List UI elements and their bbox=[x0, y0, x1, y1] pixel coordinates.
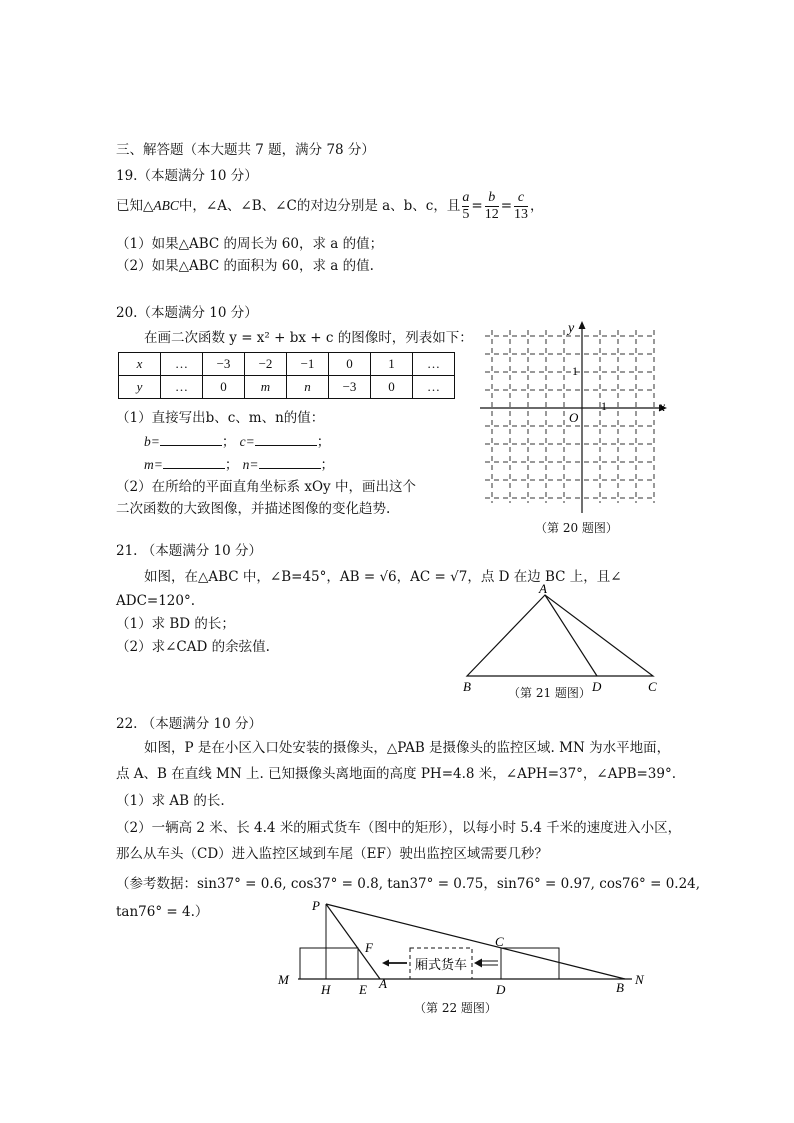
truck-rect-cd bbox=[501, 948, 559, 979]
table-cell: m bbox=[245, 376, 287, 399]
point-h-label: H bbox=[321, 982, 331, 997]
q20-part2-line1: （2）在所给的平面直角坐标系 xOy 中，画出这个 bbox=[116, 479, 416, 495]
table-cell: −1 bbox=[287, 353, 329, 376]
q20-coordinate-grid bbox=[475, 318, 675, 518]
q22-part1: （1）求 AB 的长. bbox=[116, 793, 225, 809]
q20-caption: （第 20 题图） bbox=[535, 521, 618, 535]
table-row bbox=[119, 353, 455, 376]
q19-header: 19.（本题满分 10 分） bbox=[116, 168, 258, 184]
table-cell: … bbox=[413, 353, 455, 376]
triangle-abc bbox=[467, 595, 653, 676]
table-cell: x bbox=[119, 353, 161, 376]
frac-num: b bbox=[488, 190, 496, 205]
frac-num: a bbox=[462, 190, 470, 205]
q20-part1: （1）直接写出b、c、m、n的值： bbox=[116, 410, 325, 426]
q20-header: 20.（本题满分 10 分） bbox=[116, 305, 258, 321]
table-cell: −2 bbox=[245, 353, 287, 376]
separator: ； bbox=[316, 434, 331, 450]
q19-stem bbox=[116, 190, 544, 223]
point-m-label: M bbox=[278, 972, 289, 987]
table-cell: … bbox=[161, 376, 203, 399]
q20-table bbox=[118, 352, 455, 399]
x-axis-label: x bbox=[659, 400, 666, 415]
table-cell: … bbox=[413, 376, 455, 399]
y-axis-arrow bbox=[579, 321, 586, 329]
q20-part2-line2: 二次函数的大致图像，并描述图像的变化趋势. bbox=[116, 501, 391, 517]
equals: = bbox=[471, 198, 483, 215]
point-c-label: C bbox=[648, 679, 657, 694]
q21-stem-line1: 如图，在△ABC 中，∠B=45°，AB = √6，AC = √7，点 D 在边 BC 上，且∠ bbox=[144, 569, 622, 585]
q22-part2-line2: 那么从车头（CD）进入监控区域到车尾（EF）驶出监控区域需要几秒？ bbox=[116, 846, 548, 862]
q19-part2: （2）如果△ABC 的面积为 60，求 a 的值. bbox=[116, 258, 374, 274]
q20-stem: 在画二次函数 y = x² + bx + c 的图像时，列表如下： bbox=[144, 330, 473, 346]
q19-frac-b bbox=[485, 190, 499, 223]
q21-part1: （1）求 BD 的长； bbox=[116, 616, 235, 632]
point-b-label: B bbox=[616, 980, 624, 995]
q21-stem-line2: ADC=120°. bbox=[116, 593, 196, 609]
point-n-label: N bbox=[635, 972, 644, 987]
q22-caption: （第 22 题图） bbox=[414, 1001, 497, 1015]
table-cell: … bbox=[161, 353, 203, 376]
frac-den: 5 bbox=[462, 207, 470, 222]
c-blank bbox=[255, 433, 317, 446]
q22-stem-line2: 点 A、B 在直线 MN 上. 已知摄像头离地面的高度 PH=4.8 米，∠APH=37°，∠APB=39°. bbox=[116, 766, 677, 782]
q19-stem-mid: 中，∠A、∠B、∠C的对边分别是 a、b、c，且 bbox=[178, 198, 461, 215]
arrow-left-1-head bbox=[382, 960, 389, 967]
table-cell: 0 bbox=[203, 376, 245, 399]
frac-den: 13 bbox=[514, 207, 528, 222]
point-f-label: F bbox=[365, 940, 373, 955]
b-blank bbox=[160, 433, 222, 446]
table-cell: −3 bbox=[329, 376, 371, 399]
truck-rect-ef bbox=[300, 948, 358, 979]
frac-num: c bbox=[517, 190, 525, 205]
y-unit-label: 1 bbox=[572, 364, 578, 378]
table-cell: n bbox=[287, 376, 329, 399]
m-label: m= bbox=[144, 457, 163, 472]
point-c-label: C bbox=[495, 934, 504, 949]
q19-stem-tail: ， bbox=[530, 198, 544, 215]
q21-caption: （第 21 题图） bbox=[508, 686, 591, 700]
table-cell: −3 bbox=[203, 353, 245, 376]
table-row bbox=[119, 376, 455, 399]
c-label: c= bbox=[239, 434, 255, 449]
q22-header: 22. （本题满分 10 分） bbox=[116, 716, 263, 732]
frac-den: 12 bbox=[484, 207, 499, 222]
arrow-left-2-head bbox=[474, 959, 482, 968]
q19-frac-a bbox=[462, 190, 469, 223]
point-d-label: D bbox=[592, 679, 602, 694]
table-cell: 1 bbox=[371, 353, 413, 376]
q20-mn-blanks bbox=[144, 456, 334, 473]
section-title: 三、解答题（本大题共 7 题，满分 78 分） bbox=[116, 142, 375, 158]
n-blank bbox=[259, 456, 321, 469]
separator: ； bbox=[221, 434, 236, 450]
n-label: n= bbox=[242, 457, 259, 472]
q22-reference-line1: （参考数据：sin37° = 0.6, cos37° = 0.8, tan37° = 0.75，sin76° = 0.97, cos76° = 0.24, bbox=[116, 876, 701, 892]
equals: = bbox=[500, 198, 512, 215]
b-label: b= bbox=[144, 434, 160, 449]
table-cell: 0 bbox=[329, 353, 371, 376]
q22-camera-figure bbox=[270, 890, 660, 1000]
separator: ； bbox=[320, 457, 335, 473]
q19-part1: （1）如果△ABC 的周长为 60，求 a 的值； bbox=[116, 236, 384, 252]
q22-reference-line2: tan76° = 4.） bbox=[116, 904, 209, 920]
q19-stem-prefix: 已知△ bbox=[116, 198, 154, 215]
point-e-label: E bbox=[359, 982, 367, 997]
q19-stem-abc: ABC bbox=[153, 198, 179, 214]
y-axis-label: y bbox=[568, 321, 575, 336]
m-blank bbox=[163, 456, 225, 469]
q22-stem-line1: 如图，P 是在小区入口处安装的摄像头，△PAB 是摄像头的监控区域. MN 为水平地面， bbox=[144, 740, 671, 756]
origin-label: O bbox=[569, 410, 579, 425]
segment-ad bbox=[545, 595, 597, 676]
point-a-label: A bbox=[539, 581, 547, 596]
truck-label: 厢式货车 bbox=[415, 957, 468, 972]
table-cell: y bbox=[119, 376, 161, 399]
x-unit-label: 1 bbox=[601, 399, 607, 413]
point-p-label: P bbox=[312, 898, 320, 913]
q19-frac-c bbox=[514, 190, 528, 223]
q21-part2: （2）求∠CAD 的余弦值. bbox=[116, 639, 270, 655]
q21-header: 21. （本题满分 10 分） bbox=[116, 543, 263, 559]
q22-part2-line1: （2）一辆高 2 米、长 4.4 米的厢式货车（图中的矩形），以每小时 5.4 千米的速度进入小区， bbox=[116, 820, 682, 836]
point-a-label: A bbox=[379, 976, 387, 991]
table-cell: 0 bbox=[371, 376, 413, 399]
q20-bc-blanks bbox=[144, 433, 330, 450]
point-d-label: D bbox=[496, 982, 506, 997]
separator: ； bbox=[224, 457, 239, 473]
point-b-label: B bbox=[463, 679, 471, 694]
